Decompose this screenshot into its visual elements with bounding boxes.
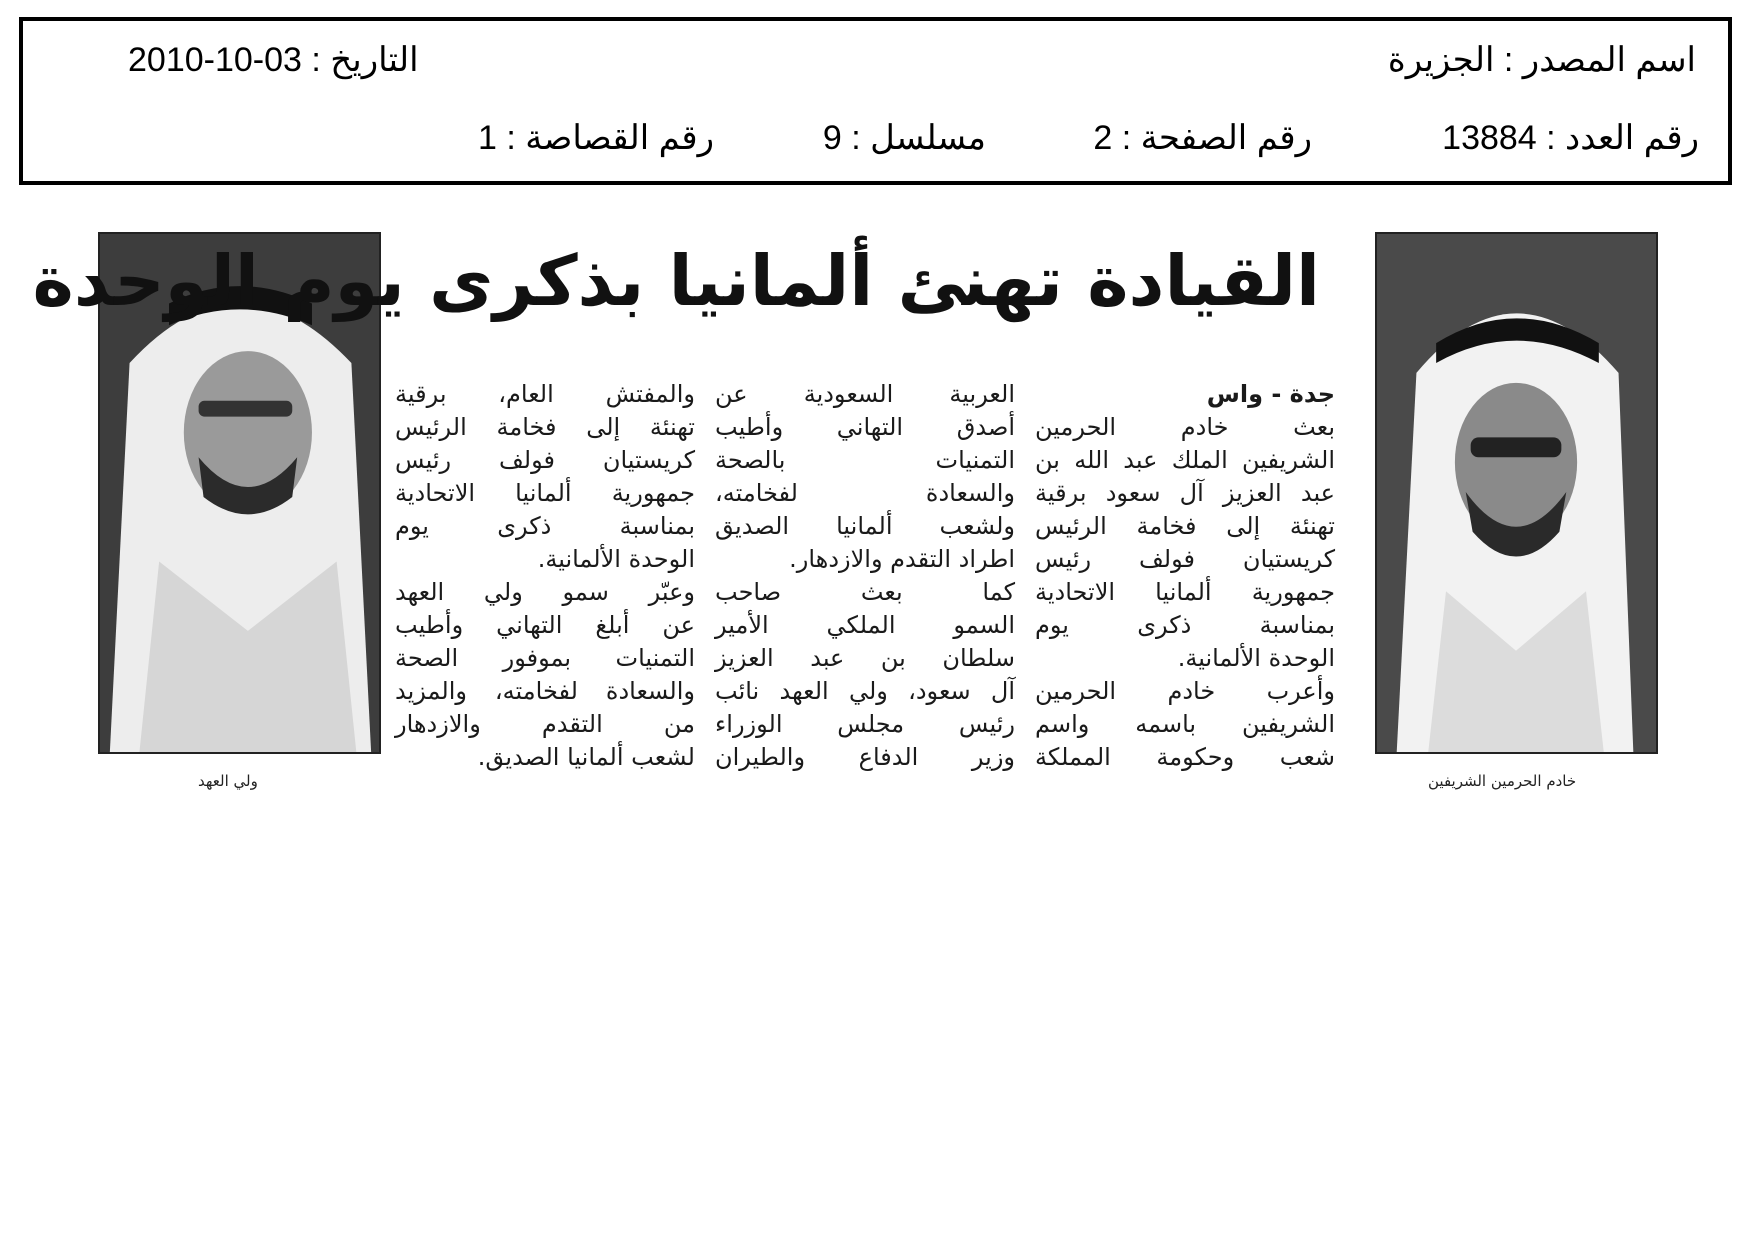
col3-line: لشعب ألمانيا الصديق. (477, 743, 695, 771)
col2-line: آل سعود، ولي العهد نائب (715, 677, 1015, 705)
col2-line: التمنيات بالصحة (715, 446, 1015, 474)
col3-line: من التقدم والازدهار (395, 710, 695, 738)
col2-line: أصدق التهاني وأطيب (715, 413, 1015, 441)
col3-line: تهنئة إلى فخامة الرئيس (395, 413, 695, 441)
article-column-2 (715, 378, 1015, 774)
col2-line: سلطان بن عبد العزيز (715, 644, 1015, 672)
col3-line: عن أبلغ التهاني وأطيب (395, 611, 695, 639)
page-number: رقم الصفحة : 2 (1093, 119, 1312, 157)
serial-number: مسلسل : 9 (822, 119, 986, 157)
source-name: اسم المصدر : الجزيرة (1387, 41, 1696, 79)
dateline: جدة - واس (1206, 380, 1335, 408)
col3-line: وعبّر سمو ولي العهد (395, 578, 695, 606)
col2-line: اطراد التقدم والازدهار. (789, 545, 1015, 573)
col2-line: وزير الدفاع والطيران (715, 743, 1015, 771)
portrait-caption-right: خادم الحرمين الشريفين (1428, 772, 1577, 790)
article-column-3 (395, 378, 695, 774)
col3-line: كريستيان فولف رئيس (395, 446, 695, 474)
col2-line: العربية السعودية عن (715, 380, 1015, 408)
article-column-1 (1035, 378, 1335, 774)
col1-line: تهنئة إلى فخامة الرئيس (1035, 512, 1335, 540)
col3-line: التمنيات بموفور الصحة (395, 644, 695, 672)
col2-line: رئيس مجلس الوزراء (715, 710, 1015, 738)
col2-line: كما بعث صاحب (715, 578, 1015, 606)
issue-number: رقم العدد : 13884 (1442, 119, 1699, 157)
article-headline: القيادة تهنئ ألمانيا بذكرى يوم الوحدة (32, 240, 1320, 322)
col1-line: الوحدة الألمانية. (1177, 644, 1335, 672)
col2-line: والسعادة لفخامته، (715, 479, 1015, 507)
col1-line: بعث خادم الحرمين (1035, 413, 1335, 441)
col1-line: كريستيان فولف رئيس (1035, 545, 1335, 573)
col1-line: جمهورية ألمانيا الاتحادية (1035, 578, 1335, 606)
col3-line: والمفتش العام، برقية (395, 380, 695, 408)
col3-line: بمناسبة ذكرى يوم (395, 512, 695, 540)
col1-line: بمناسبة ذكرى يوم (1035, 611, 1335, 639)
col2-line: السمو الملكي الأمير (715, 611, 1015, 639)
col3-line: والسعادة لفخامته، والمزيد (395, 677, 695, 705)
publication-date: التاريخ : 03-10-2010 (128, 41, 419, 79)
col2-line: ولشعب ألمانيا الصديق (715, 512, 1015, 540)
col1-line: الشريفين باسمه واسم (1035, 710, 1335, 738)
clipping-number: رقم القصاصة : 1 (478, 119, 714, 157)
portrait-photo-right (1375, 232, 1658, 754)
col1-line: الشريفين الملك عبد الله بن (1035, 446, 1335, 474)
portrait-caption-left: ولي العهد (198, 772, 258, 790)
col1-line: عبد العزيز آل سعود برقية (1035, 479, 1335, 507)
col1-line: وأعرب خادم الحرمين (1035, 677, 1335, 705)
col1-line: شعب وحكومة المملكة (1035, 743, 1335, 771)
col3-line: الوحدة الألمانية. (537, 545, 695, 573)
col3-line: جمهورية ألمانيا الاتحادية (395, 479, 695, 507)
